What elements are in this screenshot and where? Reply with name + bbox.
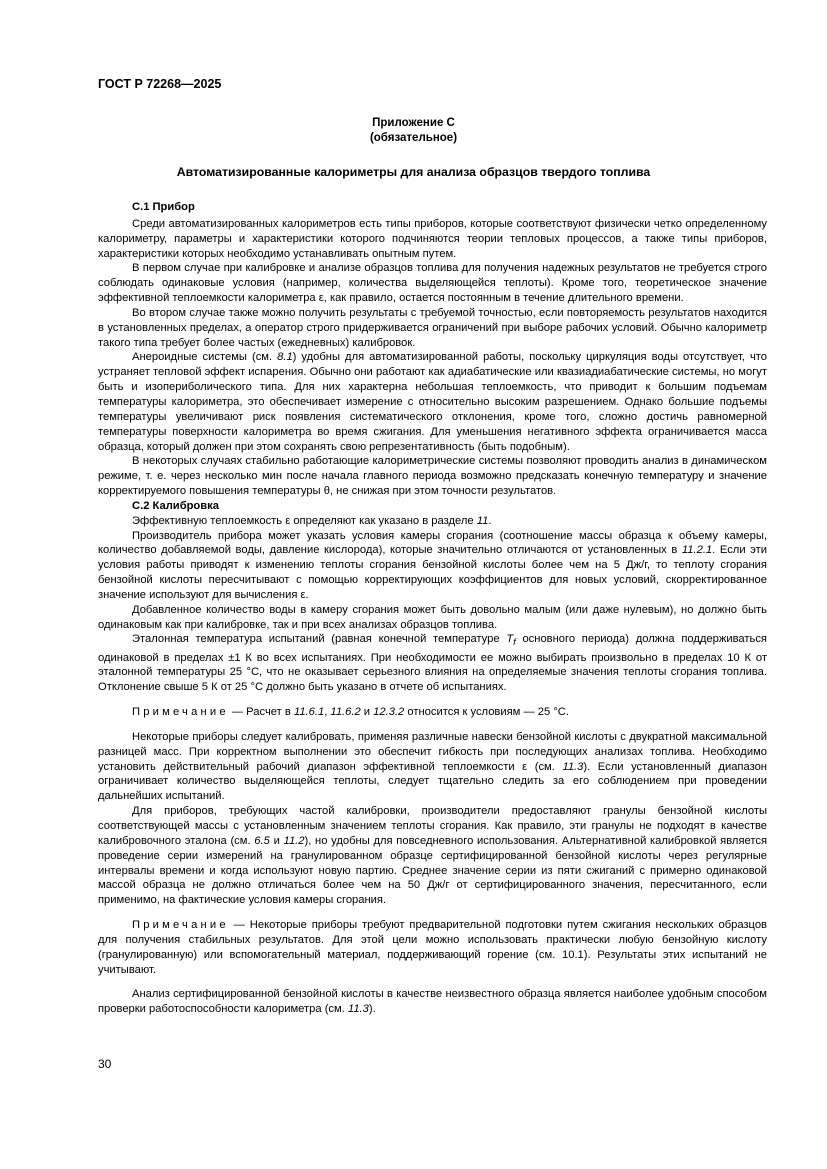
- note: [98, 918, 767, 977]
- text-run: и: [360, 706, 374, 719]
- text-run: Анероидные системы (см.: [132, 351, 278, 364]
- paragraph: [98, 804, 767, 908]
- text-run: Анализ сертифицированной бензойной кислоты в качестве неизвестного образца является наиболее удобным способом проверки работоспособности калориметра (см.: [98, 988, 767, 1016]
- cross-reference: 11: [476, 514, 489, 527]
- cross-reference: 11.3: [347, 1003, 369, 1016]
- paragraph: [98, 987, 767, 1017]
- text-run: ,: [324, 706, 331, 719]
- text-run: Для приборов, требующих частой калибровки, производители предоставляют гранулы бензойной кислоты соответствующей массы с установленным значением теплоты сгорания. Как правило, эти гранулы не подходят в качестве калибровочного эталона (см.: [98, 805, 767, 847]
- paragraph: [98, 529, 767, 603]
- annex-status: (обязательное): [369, 132, 458, 144]
- cross-reference: 11.2.1: [681, 544, 713, 557]
- section-heading-c1: С.1 Прибор: [132, 201, 195, 213]
- cross-reference: 12.3.2: [373, 706, 405, 719]
- cross-reference: 11.2: [283, 834, 305, 847]
- document-code: ГОСТ Р 72268—2025: [98, 77, 222, 91]
- cross-reference: 11.6.1: [293, 706, 325, 719]
- text-run: Эффективную теплоемкость ε определяют как указано в разделе: [132, 514, 477, 527]
- paragraph: Добавленное количество воды в камеру сгорания может быть довольно малым (или даже нулевым), но должно быть одинаковым как при калибровке, так и при всех анализах образцов топлива.: [98, 603, 767, 631]
- text-run: относится к условиям — 25 °С.: [404, 706, 569, 719]
- paragraph: Во втором случае также можно получить результаты с требуемой точностью, если повторяемость результатов находится в установленных пределах, а оператор строго придерживается ограничений при выборе рабочих условий. Обычно калориметр такого типа требует более частых (ежедневных) калибровок.: [98, 306, 767, 349]
- cross-reference: 6.5: [254, 834, 270, 847]
- text-run: — Расчет в: [228, 706, 294, 719]
- section-heading-c2: С.2 Калибровка: [132, 499, 219, 512]
- text-run: Некоторые приборы следует калибровать, применяя различные навески бензойной кислоты с двукратной максимальной разницей масс. При корректном выполнении это обеспечит гибкость при последующих анализах топлива. Необходимо установить действительный рабочий диапазон эффективной теплоемкости ε (см.: [98, 730, 767, 773]
- text-run: . Если эти условия работы приводят к изменению теплоты сгорания бензойной кислоты более чем на 5 Дж/г, то теплоту сгорания бензойной кислоты пересчитывают с помощью корректирующих коэффициентов для новых условий, скорректированное значение используют для вычисления ε.: [98, 544, 767, 601]
- paragraph: [98, 730, 767, 804]
- text-run: ).: [368, 1003, 376, 1016]
- text-run: Эталонная температура испытаний (равная конечной температуре: [132, 633, 507, 646]
- note-label: Примечание: [132, 706, 229, 719]
- main-title: Автоматизированные калориметры для анализа образцов твердого топлива: [176, 165, 651, 179]
- text-run: Производитель прибора может указать условия камеры сгорания (соотношение массы образца к объему камеры, количество добавляемой воды, давление кислорода), которые значительно отличаются от установленных в: [98, 529, 767, 557]
- annex-title: Приложение С: [372, 117, 455, 129]
- page-number: 30: [98, 1057, 112, 1071]
- paragraph: [98, 350, 767, 454]
- text-run: ). Если установленный диапазон ограничивает количество выделяющейся теплоты, следует тщательно следить за его соблюдением при проведении дальнейших испытаний.: [98, 760, 767, 803]
- cross-reference: 11.6.2: [330, 706, 361, 719]
- text-run: — Некоторые приборы требуют предварительной подготовки путем сжигания нескольких образцов для получения стабильных результатов. Для этой цели можно использовать практически любую бензойную кислоту (гранулированную) или вспомогательный материал, поддерживающий горение (см. 10.1). Результаты этих испытаний не учитывают.: [98, 919, 767, 976]
- variable-subscript: f: [513, 637, 516, 648]
- text-run: ), но удобны для повседневного использования. Альтернативной калибровкой является проведение серии измерений на гранулированном образце сертифицированной бензойной кислоты через регулярные интервалы времени и когда используют новую партию. Среднее значение серии из пяти сжиганий с примерно одинаковой массой образца не должно отличаться более чем на 50 Дж/г от сертифицированного значения, пересчитанного, если применимо, на фактические условия камеры сгорания.: [98, 834, 767, 907]
- note: [98, 705, 767, 720]
- cross-reference: 11.3: [562, 760, 584, 773]
- paragraph: [98, 514, 767, 529]
- cross-reference: 8.1: [277, 351, 293, 364]
- variable-symbol: T: [506, 633, 514, 646]
- paragraph: В первом случае при калибровке и анализе образцов топлива для получения надежных результатов не требуется строго соблюдать одинаковые условия (например, количества выделяющейся теплоты). Кроме того, теоретическое значение эффективной теплоемкости калориметра ε, как правило, остается постоянным в течение длительного времени.: [98, 262, 767, 305]
- text-run: и: [269, 834, 284, 847]
- note-label: Примечание: [132, 919, 229, 932]
- text-run: ) удобны для автоматизированной работы, поскольку циркуляция воды отсутствует, что устраняет тепловой эффект испарения. Обычно они работают как адиабатические или квазиадиабатические системы, но могут быть и изопериболического типа. Для них характерна небольшая теплоемкость, что приводит к большим подъемам температуры калориметра, это обеспечивает измерение с относительно высоким разрешением. Однако большие подъемы температуры увеличивают риск появления систематического отклонения, кроме того, сложно достичь равномерной температуры поверхности калориметра во время сжигания. Для уменьшения негативного эффекта ограничивается масса образца, который должен при этом сохранять свою репрезентативность (быть подобным).: [98, 351, 767, 453]
- annex-heading: [0, 116, 827, 146]
- paragraph: Среди автоматизированных калориметров есть типы приборов, которые соответствуют физически четко определенному калориметру, параметры и характеристики которого подчиняются теории тепловых процессов, а также типы приборов, характеристики которых необходимо устанавливать опытным путем.: [98, 217, 767, 260]
- text-run: основного периода) должна поддерживаться одинаковой в пределах ±1 К во всех испытаниях. При необходимости ее можно выбирать произвольно в пределах 10 К от эталонной температуры 25 °С, что не оказывает серьезного влияния на определяемые значения теплоты сгорания топлива. Отклонение свыше 5 К от 25 °С должно быть указано в отчете об испытаниях.: [98, 633, 767, 694]
- text-run: .: [488, 514, 492, 527]
- document-body: [98, 200, 767, 1017]
- paragraph: [98, 632, 767, 695]
- paragraph: В некоторых случаях стабильно работающие калориметрические системы позволяют проводить анализ в динамическом режиме, т. е. через несколько мин после начала главного периода возможно предсказать конечную температуру и значение корректируемого повышения температуры θ, не снижая при этом точности результатов.: [98, 455, 767, 498]
